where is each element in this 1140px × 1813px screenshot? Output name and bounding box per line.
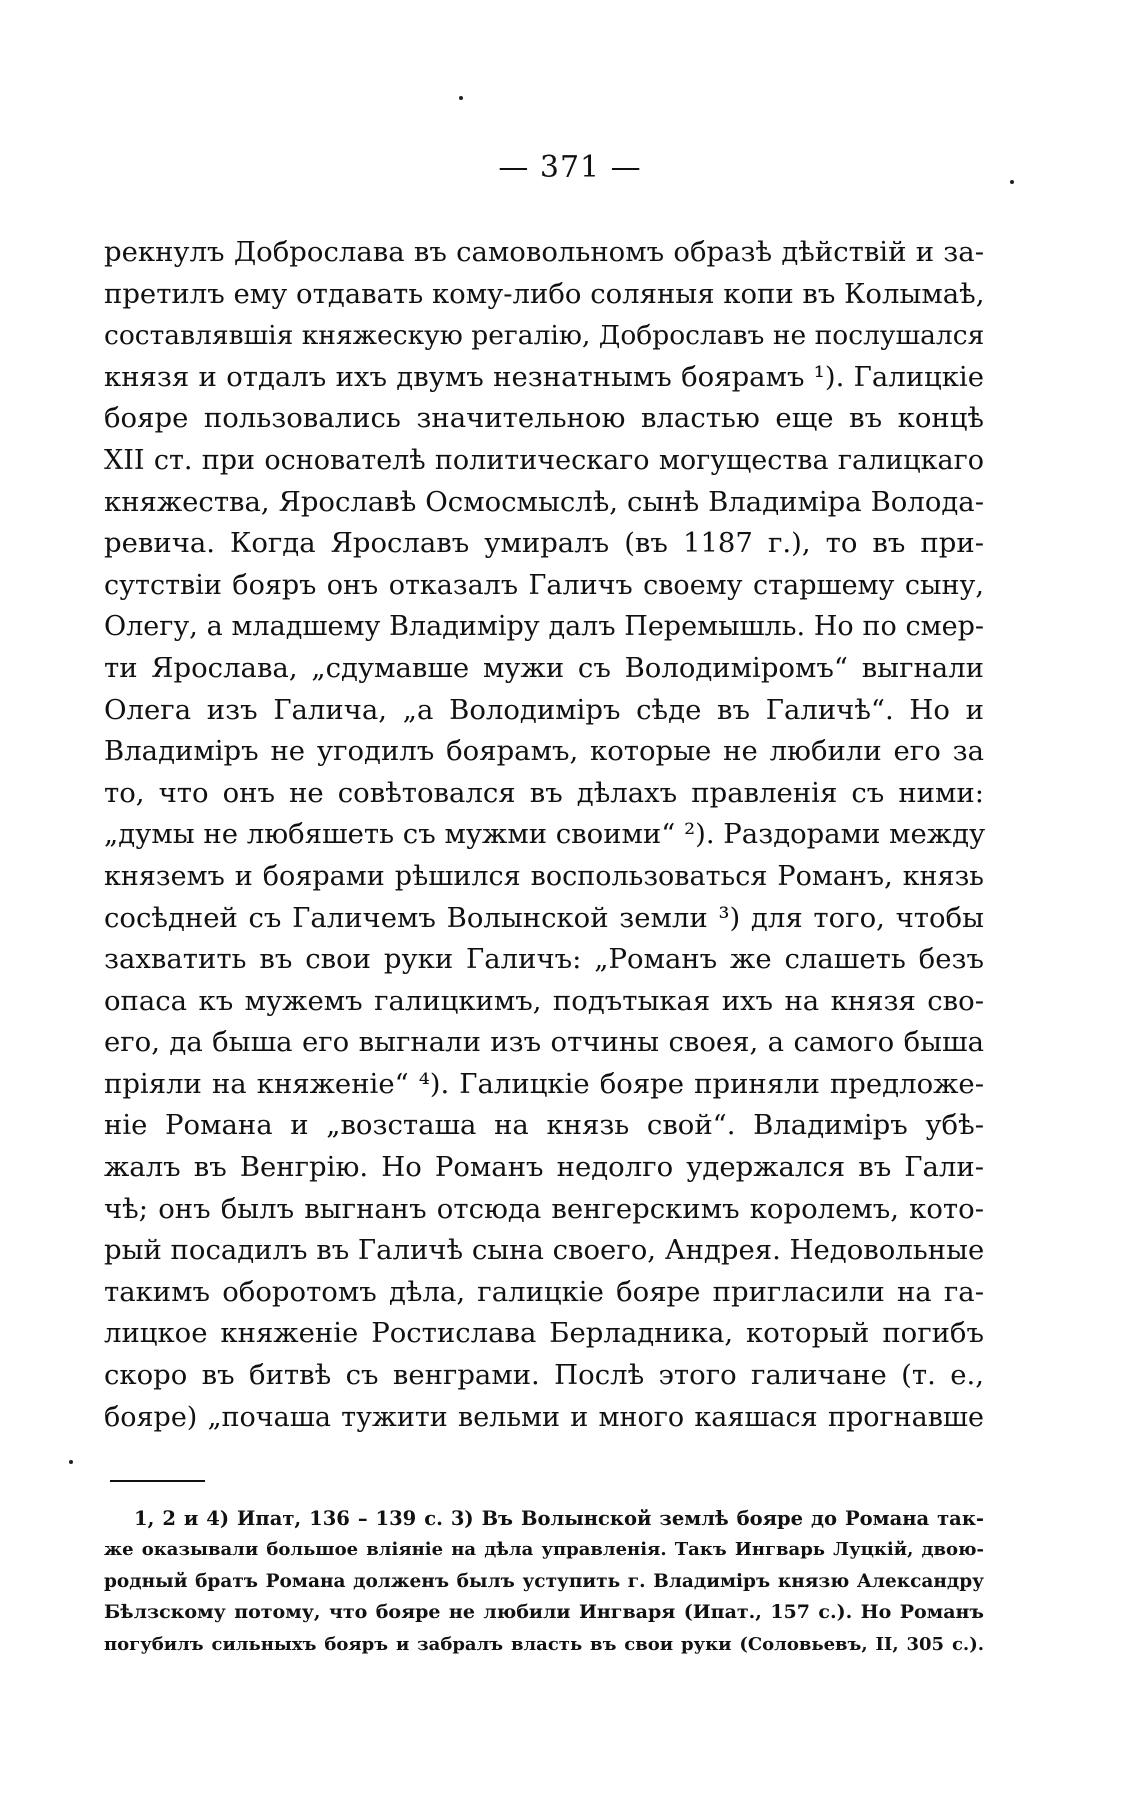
text-line: рекнулъ Доброслава въ самовольномъ образѣ дѣйствій и за- bbox=[104, 236, 984, 268]
footnote-line: Бѣлзскому потому, что бояре не любили Ингваря (Ипат., 157 с.). Но Романъ bbox=[104, 1601, 984, 1624]
footnote-line: погубилъ сильныхъ бояръ и забралъ власть въ свои руки (Соловьевъ, II, 305 с.). bbox=[104, 1633, 984, 1655]
text-line: опаса къ мужемъ галицкимъ, подътыкая ихъ на князя сво- bbox=[104, 984, 984, 1017]
text-line: ти Ярослава, „сдумавше мужи съ Володиміромъ“ выгнали bbox=[104, 651, 984, 684]
footnote-line: родный братъ Романа долженъ былъ уступить г. Владиміръ князю Александру bbox=[104, 1570, 984, 1592]
footnotes bbox=[104, 1503, 984, 1660]
text-line: „думы не любяшеть съ мужми своими“ ²). Раздорами между bbox=[104, 818, 986, 851]
text-line: XII ст. при основателѣ политическаго могущества галицкаго bbox=[104, 444, 984, 476]
text-line: рый посадилъ въ Галичѣ сына своего, Андрея. Недовольные bbox=[104, 1234, 985, 1267]
text-line: такимъ оборотомъ дѣла, галицкіе бояре пригласили на га- bbox=[104, 1275, 984, 1308]
text-line: жалъ въ Венгрію. Но Романъ недолго удержался въ Гали- bbox=[104, 1151, 984, 1184]
footnote-divider bbox=[110, 1480, 205, 1482]
text-line: его, да быша его выгнали изъ отчины своея, а самого быша bbox=[104, 1026, 984, 1059]
text-line: пріяли на княженіе“ ⁴). Галицкіе бояре приняли предложе- bbox=[104, 1067, 984, 1100]
page-number: — 371 — bbox=[498, 150, 642, 185]
text-line: составлявшія княжескую регалію, Доброславъ не послушался bbox=[104, 320, 985, 352]
text-line: сутствіи бояръ онъ отказалъ Галичъ своему старшему сыну, bbox=[104, 569, 984, 601]
text-line: претилъ ему отдавать кому-либо соляныя копи въ Колымаѣ, bbox=[104, 277, 985, 310]
speck-mark bbox=[69, 1460, 73, 1464]
text-line: Олега изъ Галича, „а Володиміръ сѣде въ Галичѣ“. Но и bbox=[104, 693, 984, 726]
text-line: ніе Романа и „возсташа на князь свой“. Владиміръ убѣ- bbox=[104, 1109, 984, 1142]
text-line: лицкое княженіе Ростислава Берладника, который погибъ bbox=[104, 1317, 984, 1350]
text-line: князя и отдалъ ихъ двумъ незнатнымъ боярамъ ¹). Галицкіе bbox=[104, 360, 984, 393]
footnote-line: же оказывали большое вліяніе на дѣла управленія. Такъ Ингварь Луцкій, двою- bbox=[104, 1539, 984, 1561]
text-line: захватить въ свои руки Галичъ: „Романъ же слашеть безъ bbox=[104, 943, 984, 976]
text-line: сосѣдней съ Галичемъ Волынской земли ³) для того, чтобы bbox=[104, 901, 984, 934]
text-line: Владиміръ не угодилъ боярамъ, которые не любили его за bbox=[104, 735, 984, 768]
text-line: чѣ; онъ былъ выгнанъ отсюда венгерскимъ королемъ, кото- bbox=[104, 1192, 984, 1225]
body-text bbox=[104, 232, 984, 1438]
text-line: бояре) „почаша тужити вельми и много каяшася прогнавше bbox=[104, 1401, 984, 1433]
footnote-line: 1, 2 и 4) Ипат, 136 – 139 с. 3) Въ Волынской землѣ бояре до Романа так- bbox=[134, 1507, 984, 1530]
text-line: скоро въ битвѣ съ венграми. Послѣ этого галичане (т. е., bbox=[104, 1359, 984, 1392]
text-line: княземъ и боярами рѣшился воспользоваться Романъ, князь bbox=[104, 860, 984, 892]
text-line: бояре пользовались значительною властью еще въ концѣ bbox=[104, 402, 984, 435]
text-line: то, что онъ не совѣтовался въ дѣлахъ правленія съ ними: bbox=[104, 776, 984, 809]
text-line: Олегу, а младшему Владиміру далъ Перемышль. Но по смер- bbox=[104, 611, 984, 643]
speck-mark bbox=[459, 96, 463, 100]
text-line: ревича. Когда Ярославъ умиралъ (въ 1187 г.), то въ при- bbox=[104, 527, 984, 560]
text-line: княжества, Ярославѣ Осмосмыслѣ, сынѣ Владиміра Волода- bbox=[104, 485, 984, 518]
